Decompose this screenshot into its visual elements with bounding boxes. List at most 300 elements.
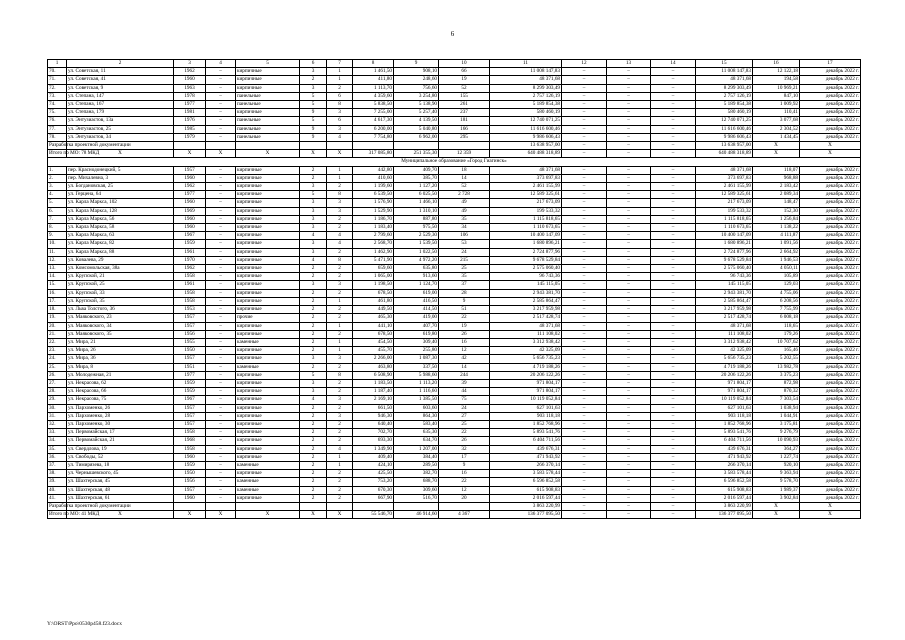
table-cell: 3 217 959,98 xyxy=(490,306,562,314)
table-cell: 1958 xyxy=(174,429,206,437)
table-cell: кирпичные xyxy=(236,306,300,314)
table-cell: 2 183,42 xyxy=(753,183,800,191)
table-cell: 42 325,09 xyxy=(696,347,753,355)
table-row xyxy=(48,92,861,100)
table-cell: – xyxy=(206,183,236,191)
table-cell: – xyxy=(607,215,651,223)
table-cell: 2 xyxy=(300,265,327,273)
table-cell: декабрь 2022 г. xyxy=(800,330,861,338)
table-cell: 5 656 735,23 xyxy=(696,355,753,363)
table-cell: 463,80 xyxy=(353,363,394,371)
table-cell: 1961 xyxy=(174,248,206,256)
table-cell: 72. xyxy=(48,84,67,92)
table-cell: 5. xyxy=(48,199,67,207)
table-cell: – xyxy=(651,322,696,330)
table-cell: 129,03 xyxy=(753,281,800,289)
table-cell: 1 xyxy=(327,166,353,174)
table-cell: 1 065,00 xyxy=(353,273,394,281)
table-cell: – xyxy=(651,429,696,437)
table-cell: 71. xyxy=(48,76,67,84)
table-cell: 661,50 xyxy=(353,404,394,412)
table-cell xyxy=(174,142,206,150)
table-cell: 6 596 852,58 xyxy=(490,478,562,486)
table-cell: 49 xyxy=(439,207,490,215)
table-cell: 19. xyxy=(48,314,67,322)
table-cell: 4 139,50 xyxy=(394,117,439,125)
table-row xyxy=(48,68,861,76)
table-cell: 4. xyxy=(48,191,67,199)
table-cell: 1976 xyxy=(174,117,206,125)
table-cell: – xyxy=(651,396,696,404)
table-cell: Х xyxy=(174,150,206,158)
table-cell: 39 xyxy=(439,379,490,387)
table-cell: 3 xyxy=(300,388,327,396)
table-cell: 410,60 xyxy=(353,174,394,182)
table-cell: 640 488 318,89 xyxy=(490,150,562,158)
table-cell: 1 434,45 xyxy=(753,133,800,141)
table-cell: пер. Краснодонецкий, 5 xyxy=(67,166,174,174)
table-cell: 1 110 673,65 xyxy=(696,224,753,232)
table-cell: 4 111,87 xyxy=(753,232,800,240)
table-row xyxy=(48,486,861,494)
table-cell: 2 724 877,96 xyxy=(490,248,562,256)
table-cell: декабрь 2022 г. xyxy=(800,420,861,428)
table-cell: – xyxy=(206,347,236,355)
table-cell: – xyxy=(651,142,696,150)
table-cell: 34 xyxy=(439,224,490,232)
table-cell: декабрь 2022 г. xyxy=(800,371,861,379)
table-cell: – xyxy=(651,166,696,174)
table-cell: 10 400 147,09 xyxy=(696,232,753,240)
table-cell: – xyxy=(607,240,651,248)
table-cell: 76. xyxy=(48,117,67,125)
table-cell: – xyxy=(562,355,607,363)
table-cell: – xyxy=(607,125,651,133)
table-cell: 8 xyxy=(327,101,353,109)
table-cell: – xyxy=(607,166,651,174)
table-cell: 73. xyxy=(48,92,67,100)
table-cell: 6 025,50 xyxy=(394,191,439,199)
table-cell: – xyxy=(562,281,607,289)
table-cell: 1 022,50 xyxy=(394,248,439,256)
table-cell: 5 656 735,23 xyxy=(490,355,562,363)
table-row xyxy=(48,322,861,330)
table-cell: 2 xyxy=(327,494,353,502)
table-cell: 255,80 xyxy=(394,347,439,355)
table-cell: 26 xyxy=(439,330,490,338)
table-cell: 10 969,21 xyxy=(753,84,800,92)
table-cell: 1 091,56 xyxy=(753,240,800,248)
table-cell: 48 371,68 xyxy=(490,322,562,330)
table-row xyxy=(48,306,861,314)
table-cell: 8 xyxy=(327,256,353,264)
table-row xyxy=(48,412,861,420)
table-row xyxy=(48,109,861,117)
table-cell: 1960 xyxy=(174,76,206,84)
table-cell: декабрь 2022 г. xyxy=(800,117,861,125)
table-cell: 22 xyxy=(439,314,490,322)
table-cell: 46 914,60 xyxy=(394,511,439,519)
table-cell xyxy=(394,142,439,150)
table-cell: – xyxy=(206,117,236,125)
table-cell: 5 838,50 xyxy=(353,101,394,109)
table-cell: ул. Энтузиастов, 13а xyxy=(67,117,174,125)
table-cell: 385,70 xyxy=(394,174,439,182)
table-cell: 44 xyxy=(439,388,490,396)
table-cell: 2 575 060,40 xyxy=(696,265,753,273)
table-cell: ул. Крупской, 25 xyxy=(67,281,174,289)
table-cell: 19 xyxy=(439,76,490,84)
table-cell: – xyxy=(651,92,696,100)
table-cell: ул. Степана, 179 xyxy=(67,109,174,117)
table-row xyxy=(48,166,861,174)
table-row xyxy=(48,511,861,519)
table-cell: 3 375,23 xyxy=(753,371,800,379)
table-cell: – xyxy=(651,191,696,199)
table-row xyxy=(48,117,861,125)
table-cell: ул. Мира, 26 xyxy=(67,347,174,355)
table-cell: кирпичные xyxy=(236,412,300,420)
table-cell: – xyxy=(651,133,696,141)
table-cell: 105,89 xyxy=(753,273,800,281)
table-cell: – xyxy=(206,256,236,264)
table-cell: 11 616 600,46 xyxy=(490,125,562,133)
table-cell: 2 664,92 xyxy=(753,248,800,256)
table-cell: 2 xyxy=(300,412,327,420)
table-cell: Разработка проектной документации xyxy=(49,142,131,149)
table-cell: 3 xyxy=(300,207,327,215)
table-cell: 454,50 xyxy=(353,338,394,346)
table-cell: – xyxy=(562,166,607,174)
table-cell xyxy=(206,502,236,510)
table-cell: кирпичные xyxy=(236,404,300,412)
table-cell: 756,60 xyxy=(394,84,439,92)
table-cell: каменные xyxy=(236,363,300,371)
table-cell: 22 xyxy=(439,429,490,437)
table-cell: 18 xyxy=(439,166,490,174)
table-cell: декабрь 2022 г. xyxy=(800,461,861,469)
table-cell: 66 xyxy=(439,68,490,76)
table-cell: – xyxy=(651,404,696,412)
table-cell xyxy=(353,142,394,150)
table-cell: – xyxy=(651,461,696,469)
table-cell: – xyxy=(562,297,607,305)
table-cell: 615 908,83 xyxy=(696,486,753,494)
table-cell: 5 202,55 xyxy=(753,355,800,363)
table-cell: панельные xyxy=(236,125,300,133)
table-cell: 1 199,60 xyxy=(353,183,394,191)
table-cell: 1979 xyxy=(174,133,206,141)
table-cell: кирпичные xyxy=(236,429,300,437)
table-cell: декабрь 2022 г. xyxy=(800,412,861,420)
table-cell: 635,80 xyxy=(394,265,439,273)
table-cell: 5 189 854,38 xyxy=(696,101,753,109)
table-cell: 1 113,70 xyxy=(353,84,394,92)
column-number: 10 xyxy=(439,60,490,68)
table-cell: кирпичные xyxy=(236,84,300,92)
table-cell: 9 363,94 xyxy=(753,470,800,478)
table-cell: панельные xyxy=(236,133,300,141)
table-cell: – xyxy=(607,437,651,445)
table-cell: 2 xyxy=(327,420,353,428)
table-cell: 110,41 xyxy=(753,109,800,117)
table-cell: Х xyxy=(327,150,353,158)
table-cell: 1950 xyxy=(174,470,206,478)
table-cell: 4 367 xyxy=(439,511,490,519)
column-number: 11 xyxy=(490,60,562,68)
table-cell: – xyxy=(607,68,651,76)
table-cell: – xyxy=(651,101,696,109)
table-cell: – xyxy=(562,322,607,330)
table-cell: ул. Карла Маркса, 58 xyxy=(67,224,174,232)
table-cell: 2 xyxy=(300,273,327,281)
table-cell: 373 697,83 xyxy=(490,174,562,182)
page-number: 6 xyxy=(450,30,455,38)
table-cell: – xyxy=(651,273,696,281)
table-cell: 1960 xyxy=(174,453,206,461)
table-cell: 251 355,30 xyxy=(394,150,439,158)
table-cell: Х xyxy=(753,502,800,510)
table-row xyxy=(48,355,861,363)
table-cell: 2 xyxy=(300,347,327,355)
table-cell: 136 377 095,50 xyxy=(490,511,562,519)
table-cell: 10. xyxy=(48,240,67,248)
table-cell: 3 xyxy=(300,281,327,289)
column-number: 16 xyxy=(753,60,800,68)
table-cell: 9 xyxy=(300,125,327,133)
table-cell: 2 757 126,19 xyxy=(696,92,753,100)
table-cell: – xyxy=(206,404,236,412)
table-cell: 2 016 597,44 xyxy=(490,494,562,502)
table-cell: 3 xyxy=(300,84,327,92)
table-cell: – xyxy=(562,511,607,519)
table-row xyxy=(48,142,861,150)
table-cell: – xyxy=(562,174,607,182)
table-cell: 903 118,18 xyxy=(696,412,753,420)
table-cell: 1953 xyxy=(174,306,206,314)
table-cell: кирпичные xyxy=(236,109,300,117)
table-cell: декабрь 2022 г. xyxy=(800,174,861,182)
table-cell: декабрь 2022 г. xyxy=(800,215,861,223)
table-cell: 439 676,31 xyxy=(696,445,753,453)
table-cell: 11 616 600,46 xyxy=(696,125,753,133)
table-cell: ул. Пархоменко, 28 xyxy=(67,412,174,420)
table-cell: – xyxy=(651,306,696,314)
table-cell: 3 xyxy=(327,199,353,207)
table-cell: 1 539,50 xyxy=(394,240,439,248)
table-cell: – xyxy=(562,199,607,207)
table-cell: – xyxy=(607,511,651,519)
table-cell: 1958 xyxy=(174,289,206,297)
table-cell: прочие xyxy=(236,314,300,322)
table-cell: Х xyxy=(753,150,800,158)
table-cell: 615 908,83 xyxy=(490,486,562,494)
table-cell: декабрь 2022 г. xyxy=(800,166,861,174)
table-cell: 3 863 220,99 xyxy=(696,502,753,510)
table-cell: 1 256,84 xyxy=(753,215,800,223)
table-cell: 14 xyxy=(439,174,490,182)
table-cell: – xyxy=(607,338,651,346)
table-cell: – xyxy=(651,363,696,371)
table-cell: 2 xyxy=(327,478,353,486)
table-cell: 2 xyxy=(327,215,353,223)
table-cell: Х xyxy=(800,511,861,519)
table-cell: Х xyxy=(327,511,353,519)
table-cell: декабрь 2022 г. xyxy=(800,224,861,232)
table-cell: 913,60 xyxy=(394,273,439,281)
table-cell: 6 404 711,56 xyxy=(696,437,753,445)
table-cell: – xyxy=(651,371,696,379)
table-cell: 619,00 xyxy=(394,289,439,297)
table-cell: – xyxy=(562,68,607,76)
table-cell: 409,40 xyxy=(353,453,394,461)
table-row xyxy=(48,461,861,469)
table-cell xyxy=(439,502,490,510)
table-cell: 31. xyxy=(48,412,67,420)
table-cell: 2 016 597,44 xyxy=(696,494,753,502)
table-cell: 4 xyxy=(300,256,327,264)
table-cell: 148,47 xyxy=(753,199,800,207)
table-cell: 12 359 xyxy=(439,150,490,158)
table-cell: – xyxy=(206,445,236,453)
table-row xyxy=(48,453,861,461)
table-cell: – xyxy=(562,363,607,371)
table-row xyxy=(48,101,861,109)
table-cell: 1 138,22 xyxy=(753,224,800,232)
table-cell: Х xyxy=(300,511,327,519)
table-cell: 4 xyxy=(327,133,353,141)
table-cell: 194,58 xyxy=(753,76,800,84)
table-cell: 3 xyxy=(300,224,327,232)
table-cell: 1958 xyxy=(174,297,206,305)
table-cell: – xyxy=(607,445,651,453)
table-cell: 2 304,52 xyxy=(753,125,800,133)
table-cell: 702,70 xyxy=(353,429,394,437)
table-cell: 75. xyxy=(48,109,67,117)
table-cell: кирпичные xyxy=(236,256,300,264)
table-cell: декабрь 2022 г. xyxy=(800,125,861,133)
table-cell: 118,65 xyxy=(753,322,800,330)
table-cell: ул. Советская, 9 xyxy=(67,84,174,92)
table-cell: 1951 xyxy=(174,363,206,371)
table-cell: 2 089,34 xyxy=(753,191,800,199)
table-cell: 5 893 541,76 xyxy=(490,429,562,437)
table-cell: – xyxy=(206,437,236,445)
table-cell: – xyxy=(206,224,236,232)
table-cell: 678,50 xyxy=(353,330,394,338)
table-cell: ул. Энтузиастов, 25 xyxy=(67,125,174,133)
table-cell: – xyxy=(562,142,607,150)
table-cell: – xyxy=(206,133,236,141)
table-cell: 2 xyxy=(300,76,327,84)
table-cell: 2 xyxy=(327,470,353,478)
table-cell: 5 xyxy=(300,101,327,109)
table-cell: 580 460,19 xyxy=(696,109,753,117)
table-cell: 41. xyxy=(48,494,67,502)
table-cell: – xyxy=(562,453,607,461)
table-cell: 4 xyxy=(327,232,353,240)
table-cell: 678,50 xyxy=(353,289,394,297)
table-cell: 3 xyxy=(300,215,327,223)
table-cell: 2 xyxy=(327,224,353,232)
table-cell: декабрь 2022 г. xyxy=(800,76,861,84)
table-cell: 48 371,68 xyxy=(696,166,753,174)
table-cell: 2 xyxy=(327,330,353,338)
document-file-path: Y:\ORST\Ppo\0530p458.f23.docx xyxy=(47,621,122,627)
table-cell: 659,60 xyxy=(353,265,394,273)
table-cell: ул. Карла Маркса, 88 xyxy=(67,248,174,256)
table-cell: декабрь 2022 г. xyxy=(800,281,861,289)
table-cell: 32 xyxy=(439,445,490,453)
table-cell: – xyxy=(607,371,651,379)
table-cell: 1977 xyxy=(174,371,206,379)
table-cell: – xyxy=(562,133,607,141)
table-cell: 28. xyxy=(48,388,67,396)
table-cell: каменные xyxy=(236,478,300,486)
table-cell: 471 943,92 xyxy=(696,453,753,461)
table-cell: 975,50 xyxy=(394,224,439,232)
table-cell: – xyxy=(562,117,607,125)
table-cell: 8 xyxy=(327,371,353,379)
table-cell: кирпичные xyxy=(236,420,300,428)
table-cell: 409,70 xyxy=(394,166,439,174)
table-cell: кирпичные xyxy=(236,355,300,363)
table-cell: 384,40 xyxy=(394,453,439,461)
table-cell: декабрь 2022 г. xyxy=(800,265,861,273)
table-cell: 2 xyxy=(300,289,327,297)
table-cell: 6. xyxy=(48,207,67,215)
table-cell: панельные xyxy=(236,117,300,125)
table-cell: 5 257,40 xyxy=(394,109,439,117)
table-cell: 5 xyxy=(300,191,327,199)
table-cell: 2 575 060,40 xyxy=(490,265,562,273)
table-cell: 21. xyxy=(48,330,67,338)
table-cell: ул. Шахтерская, 45 xyxy=(67,478,174,486)
table-cell: – xyxy=(651,215,696,223)
table-cell: – xyxy=(607,412,651,420)
table-cell: Х xyxy=(206,150,236,158)
column-number: 17 xyxy=(800,60,861,68)
table-cell: 237 xyxy=(439,109,490,117)
table-cell: – xyxy=(651,470,696,478)
table-cell: 217 673,09 xyxy=(696,199,753,207)
table-cell: 1 xyxy=(327,347,353,355)
table-row xyxy=(48,265,861,273)
table-cell: 10 090,93 xyxy=(753,437,800,445)
table-cell: 11 008 147,83 xyxy=(490,68,562,76)
table-cell: кирпичные xyxy=(236,68,300,76)
table-cell: – xyxy=(607,322,651,330)
table-cell: 9 276,79 xyxy=(753,429,800,437)
table-cell: кирпичные xyxy=(236,224,300,232)
table-cell: 1956 xyxy=(174,478,206,486)
table-cell: – xyxy=(651,199,696,207)
table-cell: – xyxy=(607,494,651,502)
table-cell: – xyxy=(206,101,236,109)
table-cell: – xyxy=(651,248,696,256)
table-cell: – xyxy=(607,117,651,125)
table-cell: 145 115,05 xyxy=(490,281,562,289)
table-cell: 1. xyxy=(48,166,67,174)
table-row xyxy=(48,199,861,207)
table-cell: – xyxy=(651,109,696,117)
table-cell: – xyxy=(562,256,607,264)
table-cell: 1957 xyxy=(174,412,206,420)
table-row xyxy=(48,183,861,191)
table-cell: Х xyxy=(800,142,861,150)
table-cell: 2 529,30 xyxy=(394,232,439,240)
table-cell: 2 xyxy=(300,314,327,322)
